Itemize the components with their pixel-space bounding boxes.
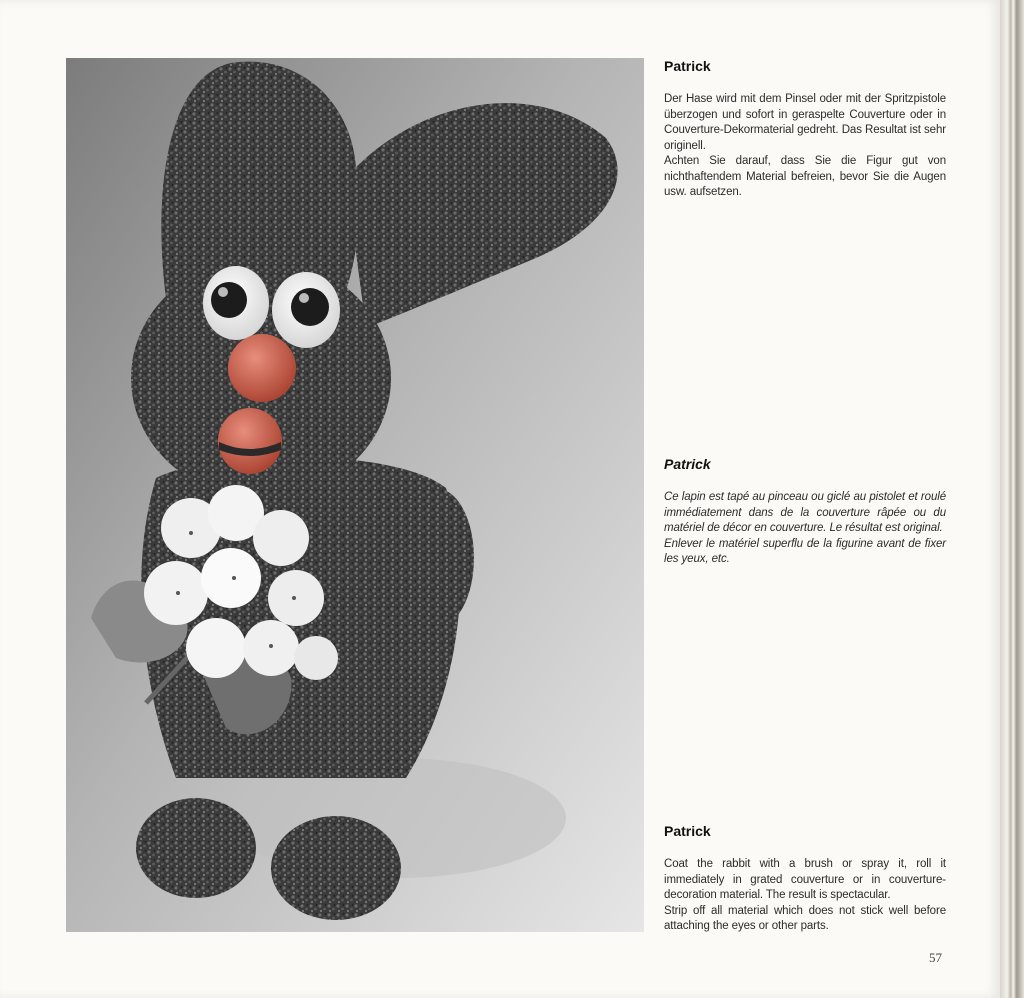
rabbit-photo bbox=[66, 58, 644, 932]
french-paragraph-2: Enlever le matériel superflu de la figurine avant de fixer les yeux, etc. bbox=[664, 537, 946, 565]
german-paragraph-2: Achten Sie darauf, dass Sie die Figur gut von nichthaftendem Material befreien, bevor Sie die Augen usw. aufsetzen. bbox=[664, 155, 946, 198]
french-title: Patrick bbox=[664, 456, 711, 472]
mouth-icon bbox=[218, 408, 282, 474]
left-eye-icon bbox=[203, 266, 269, 340]
french-text-block bbox=[664, 456, 946, 568]
english-title: Patrick bbox=[664, 823, 711, 839]
english-paragraph-1: Coat the rabbit with a brush or spray it, roll it immediately in grated couverture or in couverture-decoration material. The result is spectacular. bbox=[664, 858, 946, 901]
german-paragraph-1: Der Hase wird mit dem Pinsel oder mit der Spritzpistole überzogen und sofort in geraspelte Couverture oder in Couverture-Dekormaterial gedreht. Das Resultat ist sehr originell. bbox=[664, 93, 946, 152]
book-gutter bbox=[1000, 0, 1024, 998]
nose-icon bbox=[228, 334, 296, 402]
right-eye-icon bbox=[272, 272, 340, 348]
english-text-block bbox=[664, 823, 946, 935]
page-number: 57 bbox=[929, 950, 942, 965]
german-title: Patrick bbox=[664, 58, 711, 74]
german-text-block bbox=[664, 58, 946, 201]
french-paragraph-1: Ce lapin est tapé au pinceau ou giclé au pistolet et roulé immédiatement dans de la couverture râpée ou du matériel de décor en couverture. Le résultat est original. bbox=[664, 491, 946, 534]
english-paragraph-2: Strip off all material which does not stick well before attaching the eyes or other parts. bbox=[664, 904, 946, 932]
